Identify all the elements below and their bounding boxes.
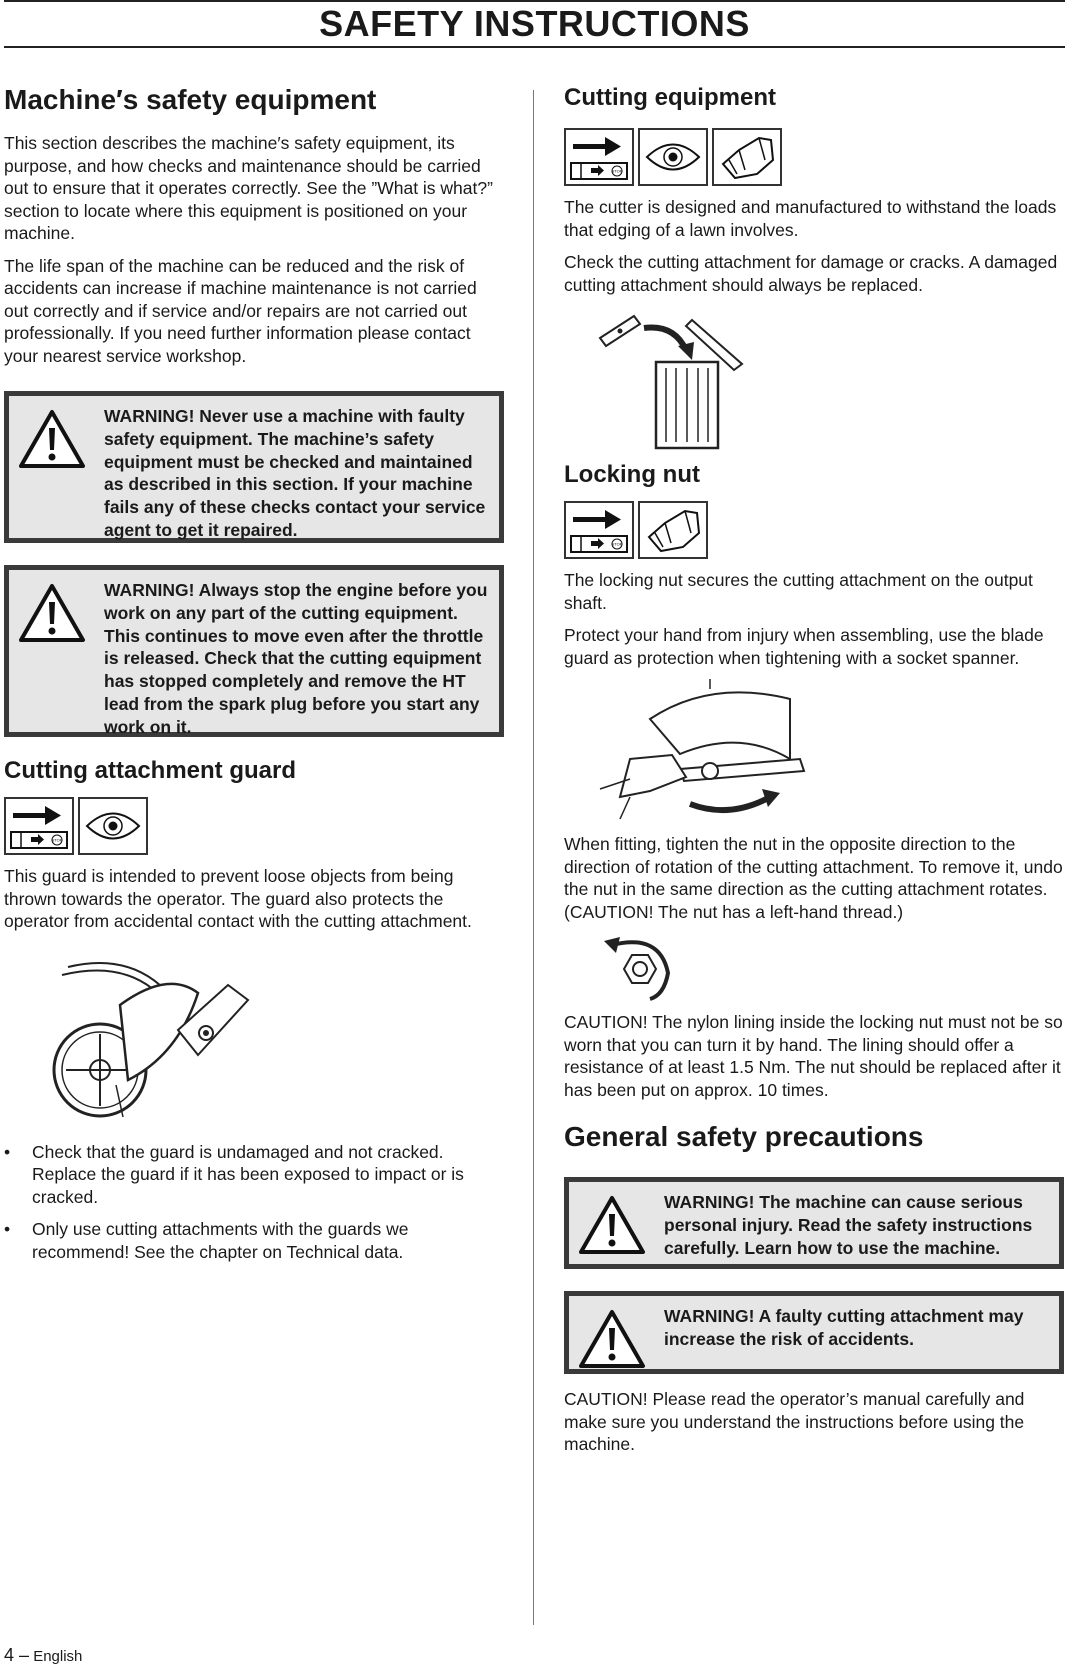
warning-text-2: WARNING! Always stop the engine before you work on any part of the cutting equipment. This continues to move even after the throttle is released. Check that the cutting equipment has stopped completely and remove the HT lead from the spark plug before you start any work on it.: [104, 580, 488, 737]
cutting-paragraph-1: The cutter is designed and manufactured to withstand the loads that edging of a lawn involves.: [564, 197, 1057, 240]
left-hand-thread-illustration: [590, 933, 680, 1003]
warning-box-faulty-attachment: [564, 1291, 1064, 1374]
warning-triangle-icon: [577, 1194, 647, 1256]
intro-paragraph-1: This section describes the machine′s safety equipment, its purpose, and how checks and maintenance should be carried out to ensure that it operates correctly. See the ”What is what?” section to locate where this equipment is positioned on your machine.: [4, 133, 493, 243]
page-header: [4, 0, 1065, 48]
page-title: SAFETY INSTRUCTIONS: [319, 3, 750, 44]
nut-paragraph-1: The locking nut secures the cutting attachment on the output shaft.: [564, 570, 1033, 613]
warning-triangle-icon: [17, 408, 87, 470]
warning-triangle-icon: [17, 582, 87, 644]
page-number: 4 –: [4, 1645, 30, 1665]
left-column: [4, 78, 504, 1273]
stop-engine-symbol-icon: [564, 128, 634, 186]
guard-paragraph: This guard is intended to prevent loose objects from being thrown towards the operator. The guard also protects the operator from accidental contact with the cutting attachment.: [4, 866, 472, 931]
warning-box-serious-injury: [564, 1177, 1064, 1269]
nut-paragraph-4: CAUTION! The nylon lining inside the locking nut must not be so worn that you can turn it by hand. The lining should offer a resistance of at least 1.5 Nm. The nut should be replaced after it has been put on approx. 10 times.: [564, 1012, 1063, 1100]
warning-text-1: WARNING! Never use a machine with faulty safety equipment. The machine’s safety equipment must be checked and maintained as described in this section. If your machine fails any of these checks contact your service agent to get it repaired.: [104, 406, 486, 540]
cutting-icon-row: [564, 128, 1064, 186]
cutting-paragraph-2: Check the cutting attachment for damage or cracks. A damaged cutting attachment should always be replaced.: [564, 252, 1058, 295]
list-item: • Check that the guard is undamaged and not cracked. Replace the guard if it has been exposed to impact or is cracked.: [4, 1141, 504, 1209]
right-column: [564, 78, 1064, 1466]
inspect-eye-icon: [638, 128, 708, 186]
guard-icon-row: [4, 797, 504, 855]
column-divider: [533, 90, 534, 1625]
nut-paragraph-2: Protect your hand from injury when assembling, use the blade guard as protection when tightening with a socket spanner.: [564, 625, 1044, 668]
nut-icon-row: [564, 501, 1064, 559]
stop-label: STOP: [611, 168, 623, 174]
nut-paragraph-3: When fitting, tighten the nut in the opposite direction to the direction of rotation of the cutting attachment. To remove it, undo the nut in the same direction as the cutting attachment rotates. (CAUTION! The nut has a left-hand thread.): [564, 834, 1063, 922]
section-heading-safety-equipment: Machine′s safety equipment: [4, 84, 377, 115]
warning-triangle-icon: [577, 1308, 647, 1370]
warning-text-3: WARNING! The machine can cause serious personal injury. Read the safety instructions carefully. Learn how to use the machine.: [664, 1192, 1033, 1258]
guard-checklist: [4, 1141, 504, 1264]
section-heading-locking-nut: Locking nut: [564, 461, 700, 488]
stop-engine-symbol-icon: [4, 797, 74, 855]
warning-box-stop-engine: [4, 565, 504, 737]
section-heading-guard: Cutting attachment guard: [4, 757, 296, 784]
stop-engine-symbol-icon: [564, 501, 634, 559]
section-heading-cutting-equipment: Cutting equipment: [564, 84, 776, 111]
warning-box-faulty-equipment: [4, 391, 504, 543]
footer-language: English: [33, 1648, 83, 1665]
intro-paragraph-2: The life span of the machine can be reduced and the risk of accidents can increase if machine maintenance is not carried out correctly and if service and/or repairs are not carried out professionally. If you need further information please contact your nearest service workshop.: [4, 255, 477, 366]
protective-glove-icon: [712, 128, 782, 186]
warning-text-4: WARNING! A faulty cutting attachment may increase the risk of accidents.: [664, 1306, 1024, 1349]
page-footer: [4, 1645, 82, 1666]
section-heading-general-safety: General safety precautions: [564, 1121, 924, 1152]
protective-glove-icon: [638, 501, 708, 559]
final-caution-paragraph: CAUTION! Please read the operator’s manual carefully and make sure you understand the instructions before using the machine.: [564, 1389, 1025, 1454]
tightening-nut-illustration: [590, 679, 810, 829]
inspect-eye-icon: [78, 797, 148, 855]
stop-label: STOP: [611, 541, 623, 547]
stop-label: STOP: [51, 837, 63, 843]
guard-illustration: [28, 945, 268, 1125]
list-item: • Only use cutting attachments with the guards we recommend! See the chapter on Technical data.: [4, 1218, 504, 1263]
discard-blade-illustration: [594, 306, 754, 451]
